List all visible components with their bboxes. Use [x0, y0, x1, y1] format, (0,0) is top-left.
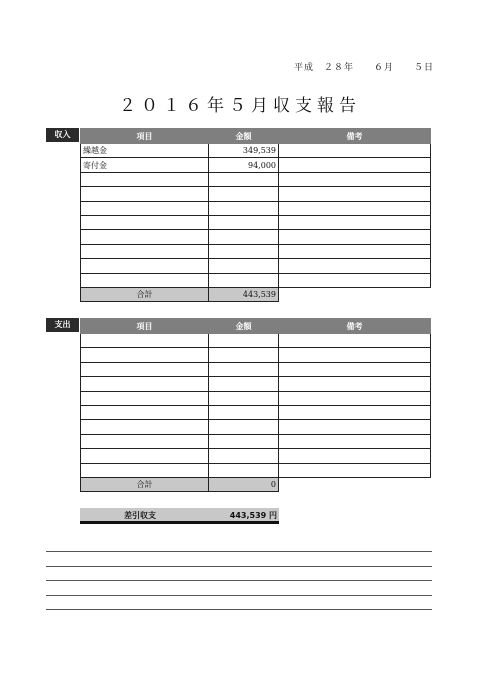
note-cell: [279, 362, 431, 376]
note-cell: [279, 420, 431, 434]
amount-cell: [209, 259, 279, 273]
note-cell: [279, 405, 431, 419]
table-row: [81, 215, 431, 229]
item-cell: [81, 449, 209, 463]
amount-cell: [209, 362, 279, 376]
memo-line: [46, 551, 432, 552]
note-cell: [279, 334, 431, 348]
amount-cell: [209, 449, 279, 463]
amount-cell: [209, 334, 279, 348]
column-header-note: 備考: [279, 129, 431, 144]
item-cell: [81, 259, 209, 273]
amount-cell: [209, 230, 279, 244]
income-total-amount: 443,539: [209, 287, 279, 301]
expense-total-amount: 0: [209, 477, 279, 491]
expense-tag: 支出: [46, 318, 79, 332]
item-cell: 寄付金: [81, 158, 209, 172]
note-cell: [279, 201, 431, 215]
expense-total-blank: [279, 477, 431, 491]
balance-bar: [80, 508, 279, 524]
table-row: [81, 144, 431, 158]
income-rows: [81, 144, 431, 288]
table-row: [81, 434, 431, 448]
income-tag: 収入: [46, 128, 79, 142]
amount-cell: [209, 201, 279, 215]
amount-cell: [209, 463, 279, 477]
amount-cell: [209, 348, 279, 362]
note-cell: [279, 463, 431, 477]
balance-label: 差引収支: [124, 511, 156, 520]
note-cell: [279, 348, 431, 362]
note-cell: [279, 377, 431, 391]
table-row: [81, 348, 431, 362]
income-total-blank: [279, 287, 431, 301]
table-row: [81, 158, 431, 172]
amount-cell: 349,539: [209, 144, 279, 158]
item-cell: [81, 434, 209, 448]
item-cell: [81, 334, 209, 348]
item-cell: [81, 201, 209, 215]
item-cell: [81, 172, 209, 186]
column-header-item: 項目: [81, 319, 209, 334]
amount-cell: [209, 244, 279, 258]
note-cell: [279, 434, 431, 448]
balance-amount: 443,539 円: [229, 511, 277, 520]
item-cell: [81, 420, 209, 434]
note-cell: [279, 244, 431, 258]
note-cell: [279, 273, 431, 287]
item-cell: [81, 230, 209, 244]
table-row: [81, 187, 431, 201]
expense-table: [80, 318, 431, 492]
item-cell: [81, 405, 209, 419]
note-cell: [279, 172, 431, 186]
amount-cell: [209, 172, 279, 186]
item-cell: [81, 348, 209, 362]
note-cell: [279, 158, 431, 172]
table-row: [81, 334, 431, 348]
table-row: [81, 449, 431, 463]
item-cell: 繰越金: [81, 144, 209, 158]
table-row: [81, 377, 431, 391]
income-total-label: 合計: [81, 287, 209, 301]
table-row: [81, 362, 431, 376]
note-cell: [279, 230, 431, 244]
note-cell: [279, 391, 431, 405]
report-date: 平成 ２８年 ６月 ５日: [293, 63, 434, 73]
memo-line: [46, 566, 432, 567]
report-title: ２０１６年５月収支報告: [119, 96, 361, 116]
item-cell: [81, 391, 209, 405]
table-row: [81, 230, 431, 244]
table-row: [81, 273, 431, 287]
item-cell: [81, 244, 209, 258]
table-row: [81, 405, 431, 419]
note-cell: [279, 215, 431, 229]
note-cell: [279, 144, 431, 158]
table-row: [81, 391, 431, 405]
memo-line: [46, 580, 432, 581]
expense-total-label: 合計: [81, 477, 209, 491]
table-row: [81, 172, 431, 186]
table-row: [81, 201, 431, 215]
amount-cell: [209, 391, 279, 405]
column-header-note: 備考: [279, 319, 431, 334]
column-header-item: 項目: [81, 129, 209, 144]
amount-cell: [209, 377, 279, 391]
expense-rows: [81, 334, 431, 478]
amount-cell: 94,000: [209, 158, 279, 172]
amount-cell: [209, 420, 279, 434]
memo-line: [46, 595, 432, 596]
table-row: [81, 259, 431, 273]
table-row: [81, 244, 431, 258]
column-header-amount: 金額: [209, 319, 279, 334]
item-cell: [81, 463, 209, 477]
note-cell: [279, 259, 431, 273]
note-cell: [279, 449, 431, 463]
amount-cell: [209, 215, 279, 229]
expense-total-row: [81, 477, 431, 491]
column-header-amount: 金額: [209, 129, 279, 144]
note-cell: [279, 187, 431, 201]
amount-cell: [209, 434, 279, 448]
memo-line: [46, 609, 432, 610]
amount-cell: [209, 187, 279, 201]
income-table: [80, 128, 431, 302]
amount-cell: [209, 405, 279, 419]
income-total-row: [81, 287, 431, 301]
item-cell: [81, 187, 209, 201]
item-cell: [81, 362, 209, 376]
item-cell: [81, 273, 209, 287]
table-row: [81, 463, 431, 477]
table-row: [81, 420, 431, 434]
item-cell: [81, 377, 209, 391]
item-cell: [81, 215, 209, 229]
amount-cell: [209, 273, 279, 287]
